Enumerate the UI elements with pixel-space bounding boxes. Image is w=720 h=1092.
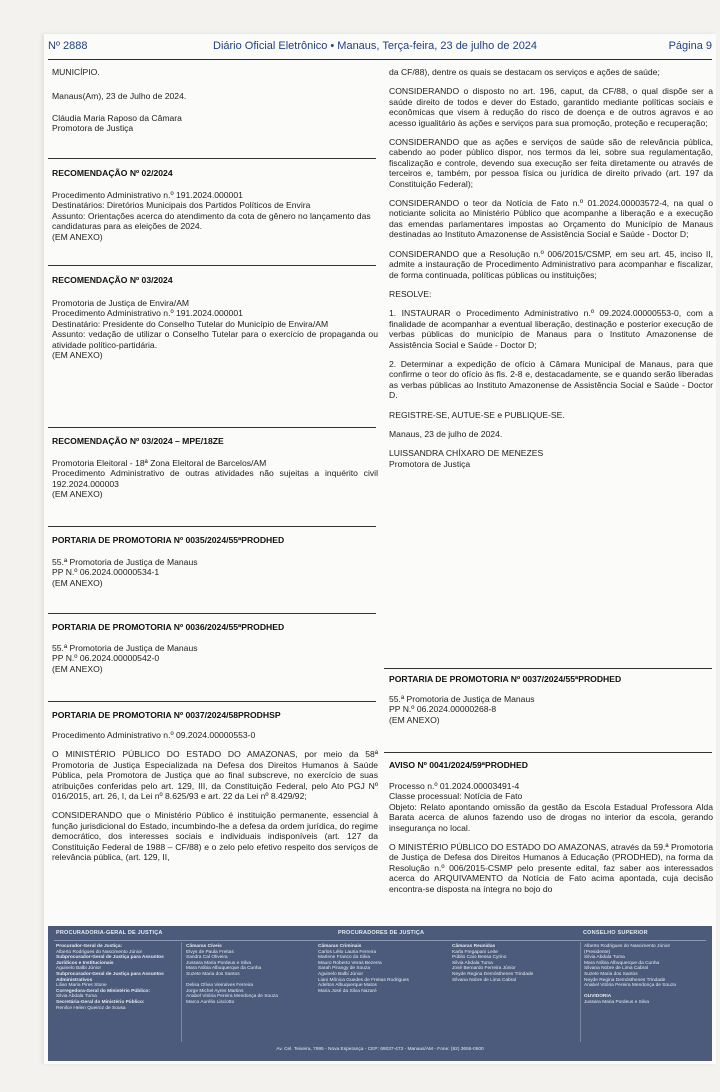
text-line: Promotoria de Justiça de Envira/AM bbox=[52, 298, 190, 308]
port3-body bbox=[52, 730, 378, 871]
footer-separator bbox=[580, 942, 581, 1042]
text-line: (EM ANEXO) bbox=[52, 489, 103, 500]
text-line: Assunto: Orientações acerca do atendimento da cota de gênero no lançamento das bbox=[52, 210, 371, 221]
rec3-body bbox=[52, 458, 378, 500]
footer-entry: Alberto Rodrigues do Nascimento Júnior bbox=[56, 949, 143, 955]
footer-entry: Subprocurador-Geral de Justiça para Assuntos Administrativos bbox=[56, 971, 164, 983]
page-header bbox=[48, 40, 716, 58]
footer-entry: Procurador-Geral de Justiça: bbox=[56, 944, 123, 949]
page-number: Página 9 bbox=[668, 40, 712, 52]
signatory-role: Promotora de Justiça bbox=[389, 458, 471, 469]
footer-entry: Adelton Albuquerque Matos bbox=[318, 983, 377, 989]
paragraph: 2. Determinar a expedição de ofício à Câmara Municipal de Manaus, para que confirme o teor do ofício às fls. 2-8 e, destacadamente, se e quando serão liberadas as verbas públicas ao Instituto Amazonense de Assistência Social e Saúde - Doctor D. bbox=[389, 358, 713, 401]
footer-entry: Câmaras Criminais bbox=[318, 944, 362, 949]
text-line: Procedimento Administrativo n.º 09.2024.00000553-0 bbox=[52, 730, 256, 740]
footer-entry: Sandra Cal Oliveira bbox=[186, 955, 228, 961]
footer-entry: Delisa Olívia Vieiralves Ferreira bbox=[186, 983, 254, 989]
footer-entry: Anabel Vitória Pereira Mendonça de Souza bbox=[584, 983, 676, 989]
section-title: AVISO Nº 0041/2024/59ªPRODHED bbox=[389, 760, 528, 770]
footer-entry: Suzete Maria dos Santos bbox=[584, 971, 638, 977]
footer-entry: Mauro Roberto Veras Bezerra bbox=[318, 960, 382, 966]
paragraph: O MINISTÉRIO PÚBLICO DO ESTADO DO AMAZONAS, por meio da 58ª Promotoria de Justiça Especializada na Defesa dos Direitos Humanos à Saúde Pública, pela Promotora de Justiça que ao final subscreve, no exercício de suas atribuições conferidas pelo art. 129, III, da Constituição Federal, pelo Ato PGJ Nº 016/2015, art. 26, I, da Lei nº 8.625/93 e art. 22 da Lei nº 8.429/92; bbox=[52, 749, 378, 802]
footer-entry: Karla Fregapani Leite bbox=[452, 949, 498, 955]
footer-entry: Marco Aurélio Lisciotto bbox=[186, 999, 235, 1005]
footer-entry: Maria José da Silva Nazaré bbox=[318, 988, 377, 994]
section-rule bbox=[48, 613, 376, 614]
section-rule bbox=[384, 752, 712, 753]
intro-line: MUNICÍPIO. bbox=[52, 67, 100, 77]
footer-entry: Câmaras Cíveis bbox=[186, 944, 222, 949]
text-line: Procedimento Administrativo de outras atividades não sujeitas a inquérito civil 192.2024.000003 bbox=[52, 468, 378, 489]
section-rule bbox=[48, 427, 376, 428]
intro-date: Manaus(Am), 23 de Julho de 2024. bbox=[52, 91, 187, 102]
section-title: PORTARIA DE PROMOTORIA Nº 0036/2024/55ªPRODHED bbox=[52, 622, 285, 632]
paragraph: REGISTRE-SE, AUTUE-SE e PUBLIQUE-SE. bbox=[389, 409, 565, 420]
journal-title: Diário Oficial Eletrônico • Manaus, Terça-feira, 23 de julho de 2024 bbox=[213, 40, 538, 52]
footer-heading: CONSELHO SUPERIOR bbox=[583, 930, 648, 936]
footer-entry: Neyde Regina Demósthenes Trindade bbox=[584, 977, 666, 983]
text-line: 55.ª Promotoria de Justiça de Manaus bbox=[52, 557, 198, 567]
section-title: PORTARIA DE PROMOTORIA Nº 0035/2024/55ªPRODHED bbox=[52, 535, 285, 545]
paragraph: CONSIDERANDO o disposto no art. 196, caput, da CF/88, o qual dispõe ser a saúde direito de todos e dever do Estado, garantido mediante políticas sociais e econômicas que visem à redução do risco de doença e de outros agravos e ao acesso igualitário às ações e serviços para sua promoção, proteção e recuperação; bbox=[389, 86, 713, 128]
paragraph: 1. INSTAURAR o Procedimento Administrativo n.º 09.2024.00000553-0, com a finalidade de acompanhar a eventual liberação, destinação e posterior execução de verbas públicas do município de Manaus para o Instituto Amazonense de Assistência Social e Saúde - Doctor D; bbox=[389, 308, 713, 350]
footer-heading: PROCURADORIA-GERAL DE JUSTIÇA bbox=[56, 930, 163, 936]
section-title: PORTARIA DE PROMOTORIA Nº 0037/2024/58PRODHSP bbox=[52, 710, 281, 720]
rec1-body bbox=[52, 190, 378, 242]
right-body bbox=[389, 67, 713, 469]
section-rule bbox=[48, 701, 376, 702]
footer-divider bbox=[54, 940, 706, 941]
text-line: PP N.º 06.2024.00000534-1 bbox=[52, 567, 160, 578]
text-line: Procedimento Administrativo n.º 191.2024.000001 bbox=[52, 190, 243, 200]
footer-entry: Marlene Franco da Silva bbox=[318, 955, 370, 961]
port1-body bbox=[52, 557, 378, 588]
text-line: (EM ANEXO) bbox=[52, 350, 103, 361]
aviso-body bbox=[389, 781, 713, 903]
footer-entry: Alberto Rodrigues do Nascimento Júnior bbox=[584, 944, 671, 949]
text-line: (EM ANEXO) bbox=[389, 714, 440, 725]
text-line: PP N.º 06.2024.00000542-0 bbox=[52, 653, 160, 664]
text-line: Processo n.º 01.2024.00003491-4 bbox=[389, 781, 520, 791]
footer-entry: Mara Nóbia Albuquerque da Cunha bbox=[584, 960, 660, 966]
footer-entry: Elvys de Paula Freitas bbox=[186, 949, 234, 955]
paragraph: CONSIDERANDO que a Resolução n.º 006/2015/CSMP, em seu art. 45, inciso II, admite a instauração de Procedimento Administrativo para acompanhar e fiscalizar, de forma continuada, políticas públicas ou instituições; bbox=[389, 248, 713, 280]
section-title: RECOMENDAÇÃO Nº 02/2024 bbox=[52, 168, 173, 178]
text-line: Destinatário: Presidente do Conselho Tutelar do Município de Envira/AM bbox=[52, 318, 329, 329]
footer-entry: Câmaras Reunidas bbox=[452, 944, 496, 949]
footer-entry: Silvana Nobre de Lima Cabral bbox=[584, 966, 648, 972]
port4-body bbox=[389, 694, 713, 725]
text-line: Promotoria Eleitoral - 18ª Zona Eleitoral de Barcelos/AM bbox=[52, 458, 267, 468]
paragraph: Manaus, 23 de julho de 2024. bbox=[389, 428, 503, 439]
text-line: candidaturas para as eleições de 2024. bbox=[52, 221, 203, 232]
footer-entry: Renilce Helen Queiroz de Sousa bbox=[56, 1005, 126, 1011]
footer-entry: Mara Nóbia Albuquerque da Cunha bbox=[186, 966, 262, 972]
signatory-role: Promotora de Justiça bbox=[52, 123, 134, 134]
footer-entry: (Presidente) bbox=[584, 949, 611, 955]
footer-entry: Silvia Abdala Tuma bbox=[452, 960, 493, 966]
text-line: Destinatários: Diretórios Municipais dos Partidos Políticos de Envira bbox=[52, 200, 311, 211]
paragraph: CONSIDERANDO o teor da Notícia de Fato n.º 01.2024.00003572-4, na qual o noticiante solicita ao Ministério Público que acompanhe a liberação e a execução das emendas parlamentares impostas ao Orçamento do Município de Manaus destinadas ao Instituto Amazonense de Assistência Social e Saúde - Doctor D; bbox=[389, 198, 713, 240]
section-rule bbox=[48, 265, 376, 266]
footer-separator bbox=[181, 942, 182, 1042]
text-line: Assunto: vedação de utilizar o Conselho Tutelar para o exercício de propaganda ou atividade político-partidária. bbox=[52, 329, 378, 350]
text-line: (EM ANEXO) bbox=[52, 577, 103, 588]
paragraph: O MINISTÉRIO PÚBLICO DO ESTADO DO AMAZONAS, através da 59.ª Promotoria de Justiça de Defesa dos Direitos Humanos à Educação (PRODHED), na forma da Resolução n.º 006/2015-CSMP pelo presente edital, faz saber aos interessados acerca do ARQUIVAMENTO da Notícia de Fato acima apontada, cuja decisão encontra-se disposta na íntegra no bojo do bbox=[389, 842, 713, 894]
footer-entry: Neyde Regina Demósthenes Trindade bbox=[452, 971, 534, 977]
footer-col-reunidas bbox=[452, 944, 578, 983]
footer-entry: José Bernardo Ferreira Júnior bbox=[452, 966, 516, 972]
footer-entry: Sarah Pirangy de Souza bbox=[318, 966, 370, 972]
paragraph: CONSIDERANDO que as ações e serviços de saúde são de relevância pública, cabendo ao poder público dispor, nos termos da lei, sobre sua regulamentação, fiscalização e controle, devendo sua execução ser feita diretamente ou através de terceiros e, também, por pessoa física ou jurídica de direito privado (art. 197 da Constituição Federal); bbox=[389, 137, 713, 189]
footer-heading: PROCURADORES DE JUSTIÇA bbox=[338, 930, 425, 936]
footer-entry: Subprocurador-Geral de Justiça para Assuntos Jurídicos e Institucionais bbox=[56, 955, 164, 966]
text-line: Classe processual: Notícia de Fato bbox=[389, 791, 523, 802]
section-title: RECOMENDAÇÃO Nº 03/2024 bbox=[52, 275, 173, 285]
footer-entry: Liani Mônica Guedes de Freitas Rodrigues bbox=[318, 977, 409, 983]
paragraph: CONSIDERANDO que o Ministério Público é instituição permanente, essencial à função jurisdicional do Estado, incumbindo-lhe a defesa da ordem jurídica, do regime democrático, dos interesses sociais e individuais indisponíveis (art. 127 da Constituição Federal de 1988 – CF/88) e o zelo pelo efetivo respeito dos serviços de relevância pública, (art. 129, II, bbox=[52, 810, 378, 863]
header-rule bbox=[48, 59, 712, 60]
text-line: 55.ª Promotoria de Justiça de Manaus bbox=[389, 694, 535, 704]
text-line: (EM ANEXO) bbox=[52, 231, 103, 242]
footer-entry: Silvia Abdala Tuma bbox=[584, 955, 625, 961]
text-line: Procedimento Administrativo n.º 191.2024.000001 bbox=[52, 308, 243, 319]
footer-entry: Lilian Maria Pires Stone bbox=[56, 983, 107, 989]
footer-entry: Anabel Vitória Pereira Mendonça de Souza bbox=[186, 994, 278, 1000]
footer-col-pgj bbox=[56, 944, 178, 1011]
footer-entry: Públio Caio Bessa Cyrino bbox=[452, 955, 507, 961]
port2-body bbox=[52, 643, 378, 674]
footer-entry: Jussara Maria Pordeus e Silva bbox=[584, 999, 650, 1005]
footer-entry: Carlos Lélio Lauria Ferreira bbox=[318, 949, 377, 955]
section-title: PORTARIA DE PROMOTORIA Nº 0037/2024/55ªPRODHED bbox=[389, 674, 622, 684]
section-rule bbox=[384, 668, 712, 669]
footer-col-conselho bbox=[584, 944, 708, 1006]
footer-entry: Aguinelo Balbi Júnior bbox=[318, 971, 364, 977]
left-intro bbox=[52, 67, 378, 134]
footer-entry: OUVIDORIA bbox=[584, 994, 612, 1000]
text-line: (EM ANEXO) bbox=[52, 663, 103, 674]
footer-entry: Corregedora-Geral do Ministério Público: bbox=[56, 988, 151, 994]
footer-entry: Aguinelo Balbi Júnior bbox=[56, 966, 102, 972]
institutional-footer bbox=[48, 926, 712, 1061]
footer-entry: Suzete Maria dos Santos bbox=[186, 971, 240, 977]
footer-address: Av. Cel. Teixeira, 7995 - Nova Esperança - CEP: 69037-473 - Manaus/AM - Fone: (92) 3655-0500 bbox=[276, 1047, 484, 1052]
text-line: 55.ª Promotoria de Justiça de Manaus bbox=[52, 643, 198, 653]
edition-number: Nº 2888 bbox=[48, 40, 88, 52]
footer-entry: Silvia Abdala Tuma bbox=[56, 994, 97, 1000]
section-rule bbox=[48, 158, 376, 159]
section-title: RECOMENDAÇÃO Nº 03/2024 – MPE/18ZE bbox=[52, 436, 224, 446]
signatory-name: Cláudia Maria Raposo da Câmara bbox=[52, 112, 182, 123]
footer-col-criminais bbox=[318, 944, 448, 994]
footer-entry: Jorge Michel Ayres Martins bbox=[186, 988, 244, 994]
footer-col-civeis bbox=[186, 944, 314, 1006]
section-rule bbox=[48, 526, 376, 527]
paragraph: RESOLVE: bbox=[389, 288, 432, 299]
footer-entry: Silvana Nobre de Lima Cabral bbox=[452, 977, 516, 983]
signatory-name: LUISSANDRA CHÍXARO DE MENEZES bbox=[389, 448, 544, 459]
footer-entry: Jussara Maria Pordeus e Silva bbox=[186, 960, 252, 966]
footer-entry: Secretária-Geral do Ministério Público: bbox=[56, 999, 145, 1005]
paragraph: Objeto: Relato apontando omissão da gestão da Escola Estadual Professora Alda Barata acerca de alunos fazendo uso de drogas no interior da escola, gerando insegurança no local. bbox=[389, 801, 713, 833]
paragraph: da CF/88), dentre os quais se destacam os serviços e ações de saúde; bbox=[389, 67, 660, 77]
rec2-body bbox=[52, 298, 378, 360]
text-line: PP N.º 06.2024.00000268-8 bbox=[389, 704, 497, 715]
